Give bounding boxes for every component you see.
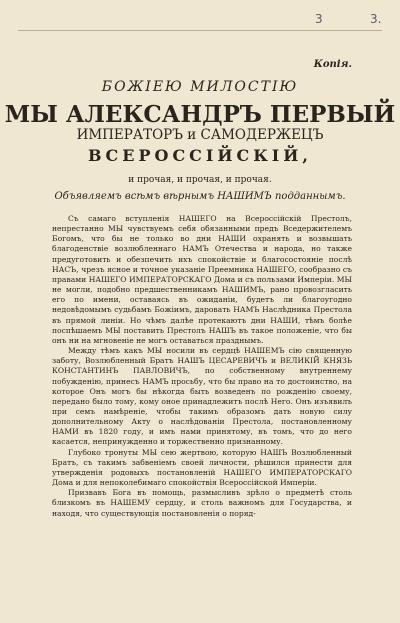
announcement-line: Объявляемъ всѣмъ вѣрнымъ НАШИМЪ подданнымъ. (54, 191, 346, 202)
pencil-page-number-secondary: 3. (370, 12, 382, 26)
copy-label: Копія. (313, 59, 352, 70)
top-rule (18, 30, 382, 31)
empire-heading: ВСЕРОССІЙСКІЙ, (88, 146, 312, 165)
body-paragraph: Между тѣмъ какъ МЫ носили въ сердцѣ НАШЕМЪ сію священную заботу, Возлюбленный Братъ НАШЪ ЦЕСАРЕВИЧЪ и ВЕЛИКІЙ КНЯЗЬ КОНСТАНТИНЪ ПАВЛОВИЧЪ, по собственному внутреннему побужденію, принесъ НАМЪ просьбу, что бы право на то достоинство, на которое Онъ могъ бы нѣкогда быть возведенъ по рожденію своему, передано было тому, кому оное принадлежитъ послѣ Него. Онъ изъявилъ при семъ намѣреніе, чтобы такимъ образомъ дать новую силу дополнительному Акту о наслѣдованіи Престола, постановленному НАМИ въ 1820 году, и имъ нами принятому, въ томъ, что до него касается, непринужденно и торжественно признанному. (52, 346, 352, 447)
et-cetera-line: и прочая, и прочая, и прочая. (128, 175, 272, 185)
title-line: ИМПЕРАТОРЪ и САМОДЕРЖЕЦЪ (76, 127, 324, 143)
by-grace-heading: БОЖІЕЮ МИЛОСТІЮ (101, 79, 299, 95)
pencil-page-number: 3 (315, 12, 323, 26)
manifesto-body (52, 214, 352, 519)
emperor-name-heading: МЫ АЛЕКСАНДРЪ ПЕРВЫЙ (4, 101, 396, 128)
body-paragraph: Призвавъ Бога въ помощь, размысливъ зрѣло о предметѣ столь близкомъ въ НАШЕМУ сердцу, и столь важномъ для Государства, и находя, что существующія постановленія о поряд- (52, 488, 352, 518)
body-paragraph: Съ самаго вступленія НАШЕГО на Всероссійскій Престолъ, непрестанно МЫ чувствуемъ себя обязанными предъ Вседержителемъ Богомъ, что бы не только во дни НАШИ охранять и возвышать благоденствіе возлюбленнаго НАМЪ Отечества и народа, но также предуготовить и обезпечить ихъ спокойствіе и благосостояніе послѣ НАСЪ, чрезъ ясное и точное указаніе Преемника НАШЕГО, сообразно съ правами НАШЕГО ИМПЕРАТОРСКАГО Дома и съ пользами Имперіи. МЫ не могли, подобно предшественникамъ НАШИМЪ, рано провозгласить его по имени, оставаясь въ ожиданіи, будетъ ли благоугодно недовѣдомымъ судьбамъ Божіимъ, даровать НАМЪ Наслѣдника Престола въ прямой линіи. Но чѣмъ далѣе протекаютъ дни НАШИ, тѣмъ болѣе поспѣшаемъ МЫ поставить Престолъ НАШЪ въ такое положеніе, что бы онъ ни на мгновеніе не могъ оставаться празднымъ. (52, 214, 352, 345)
body-paragraph: Глубоко тронуты МЫ сею жертвою, которую НАШЪ Возлюбленный Братъ, съ такимъ забвеніемъ своей личности, рѣшился принести для утвержденія родовыхъ постановленій НАШЕГО ИМПЕРАТОРСКАГО Дома и для непоколебимаго спокойствія Всероссійской Имперіи. (52, 447, 352, 488)
